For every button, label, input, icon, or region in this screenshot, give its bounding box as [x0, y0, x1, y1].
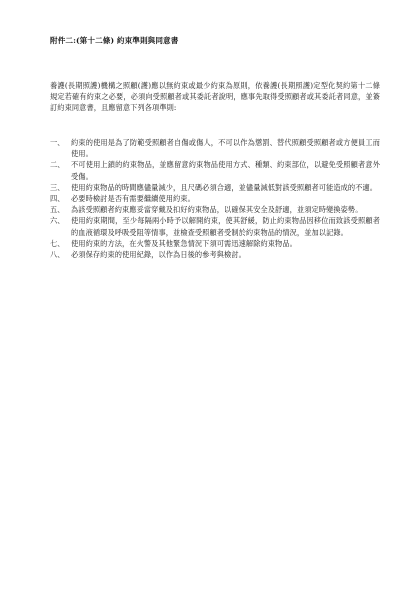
document-title: 附件二:(第十二條) 約束準則與同意書 — [50, 36, 179, 45]
rules-list — [50, 137, 380, 260]
rule-number: 一、 — [50, 138, 65, 147]
rule-text: 必要時檢討是否有需要繼續使用約束。 — [71, 194, 195, 204]
rule-item — [50, 238, 380, 249]
rule-text: 使用約束期間，至少每隔兩小時予以解開約束，使其舒緩，防止約束物品因移位而致該受照顧者的血液循環及呼吸受阻等情事，並檢查受照顧者受制於約束物品的情況，並加以記錄。 — [71, 216, 380, 237]
rule-item — [50, 159, 380, 181]
rule-item — [50, 137, 380, 159]
rule-number: 六、 — [50, 216, 65, 226]
rule-item — [50, 204, 380, 215]
rule-number: 四、 — [50, 194, 65, 204]
rule-item — [50, 249, 380, 260]
intro-paragraph: 養護(長期照護)機構之照顧(護)應以無約束或最少約束為原則，依養護(長期照護)定型化契約第十二條規定若確有約束之必要，必須向受照顧者或其委託者說明，應事先取得受照顧者或其委託者同意，並簽訂約束同意書，且應留意下列各項準則: — [50, 81, 380, 113]
rule-text: 使用約束物品的時間應儘量減少，且尺碼必須合適，並儘量減低對該受照顧者可能造成的不適。 — [71, 182, 378, 192]
rule-item — [50, 215, 380, 237]
rule-text: 必須保存約束的使用紀錄，以作為日後的參考與檢討。 — [71, 250, 246, 260]
rule-text: 約束的使用是為了防範受照顧者自傷或傷人，不可以作為懲罰、替代照顧受照顧者或方便員工而使用。 — [71, 138, 380, 159]
rule-number: 八、 — [50, 250, 65, 260]
rule-text: 不可使用上鎖的約束物品，並應留意約束物品使用方式、種類、約束部位，以避免受照顧者意外受傷。 — [71, 160, 380, 181]
rule-item — [50, 182, 380, 193]
rule-number: 七、 — [50, 238, 65, 248]
rule-number: 五、 — [50, 205, 65, 215]
rule-text: 使用約束的方法，在火警及其他緊急情況下須可需迅速解除約束物品。 — [71, 238, 297, 248]
rule-number: 三、 — [50, 182, 65, 192]
rule-item — [50, 193, 380, 204]
rule-text: 為該受照顧者約束應妥當穿戴及扣好約束物品，以確保其安全及舒適，並須定時變換姿勢。 — [71, 205, 363, 215]
rule-number: 二、 — [50, 160, 65, 170]
